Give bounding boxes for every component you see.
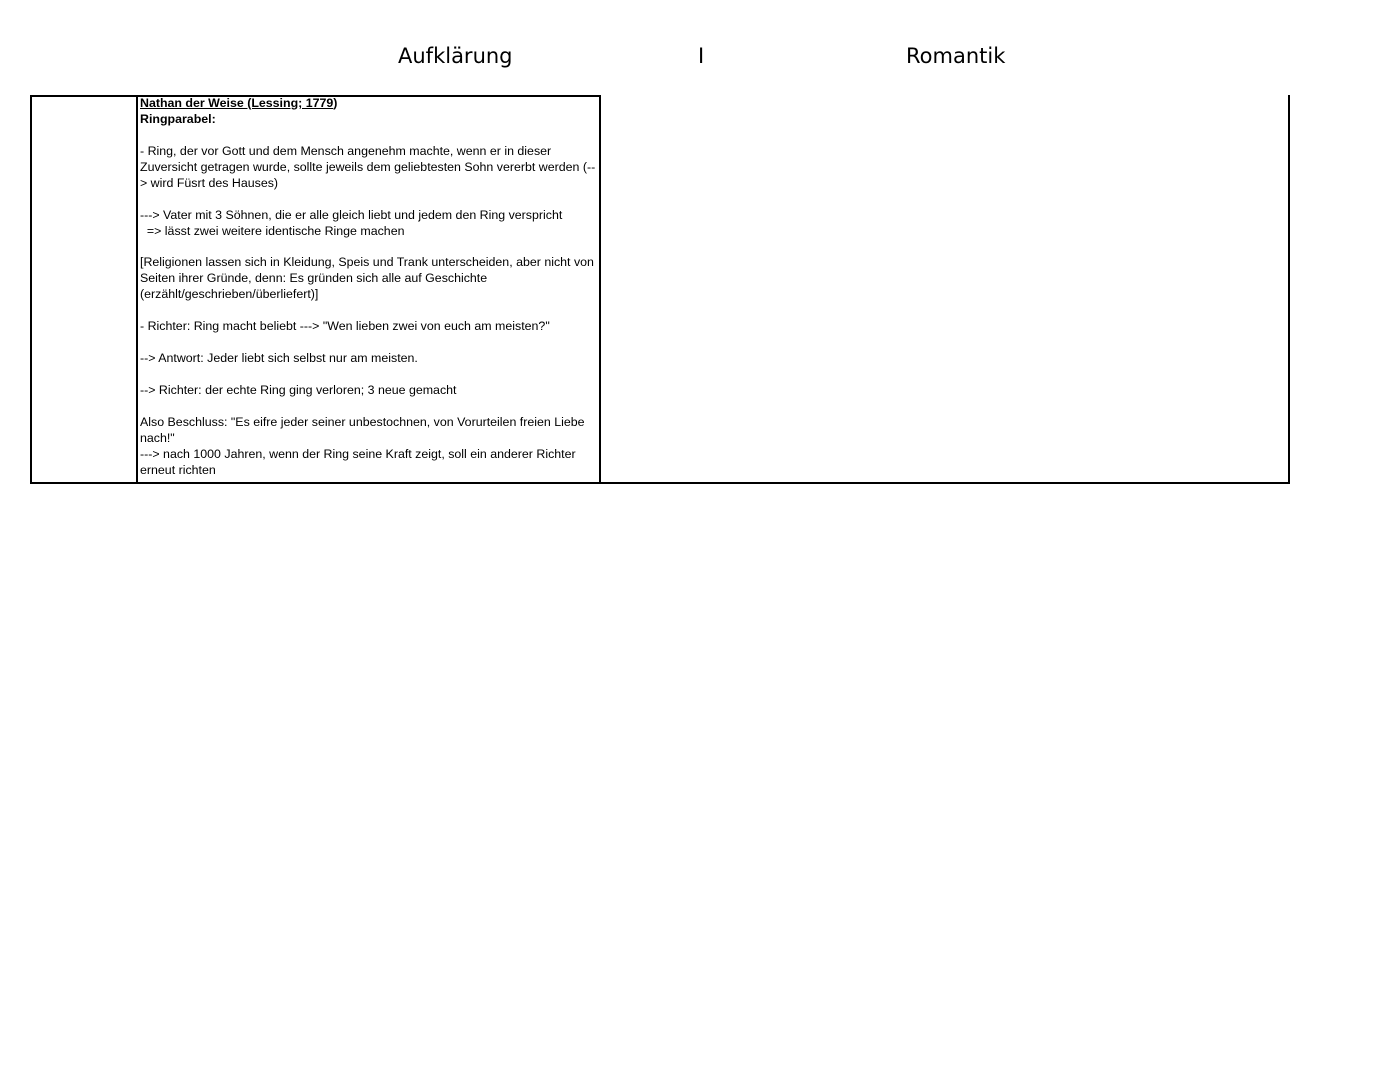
paragraph-religionen: [Religionen lassen sich in Kleidung, Speis und Trank unterscheiden, aber nicht von Seiten ihrer Gründe, denn: Es gründen sich alle auf Geschichte (erzählt/geschrieben/überliefert)]: [140, 255, 598, 302]
table-bottom-border: [30, 482, 1290, 484]
paragraph-1000-jahre: ---> nach 1000 Jahren, wenn der Ring seine Kraft zeigt, soll ein anderer Richter erneut richten: [140, 446, 580, 477]
paragraph-antwort: --> Antwort: Jeder liebt sich selbst nur am meisten.: [140, 351, 418, 366]
paragraph-vater-line-1: ---> Vater mit 3 Söhnen, die er alle gleich liebt und jedem den Ring verspricht: [140, 207, 563, 222]
cell-title-suffix: ): [333, 96, 338, 110]
paragraph-vater-line-2: => lässt zwei weitere identische Ringe machen: [140, 223, 405, 238]
cell-subtitle: Ringparabel:: [140, 111, 216, 126]
heading-romantik: Romantik: [906, 44, 1006, 68]
column-divider-2: [599, 95, 601, 484]
table-left-border: [30, 95, 32, 484]
column-divider-1: [136, 95, 138, 484]
paragraph-richter-2: --> Richter: der echte Ring ging verloren; 3 neue gemacht: [140, 383, 457, 398]
table-right-border: [1288, 95, 1290, 484]
cell-nathan-der-weise: [140, 96, 598, 479]
cell-title-underlined: Nathan der Weise (Lessing; 1779: [140, 96, 334, 110]
paragraph-beschluss: Also Beschluss: "Es eifre jeder seiner unbestochnen, von Vorurteilen freien Liebe nach!": [140, 414, 588, 445]
heading-aufklaerung: Aufklärung: [398, 44, 513, 68]
heading-separator: I: [698, 44, 705, 68]
cell-title: [140, 96, 598, 112]
paragraph-richter: - Richter: Ring macht beliebt ---> "Wen lieben zwei von euch am meisten?": [140, 319, 550, 334]
paragraph-ring: - Ring, der vor Gott und dem Mensch angenehm machte, wenn er in dieser Zuversicht getragen wurde, sollte jeweils dem geliebtesten Sohn vererbt werden (--> wird Füsrt des Hauses): [140, 143, 596, 190]
